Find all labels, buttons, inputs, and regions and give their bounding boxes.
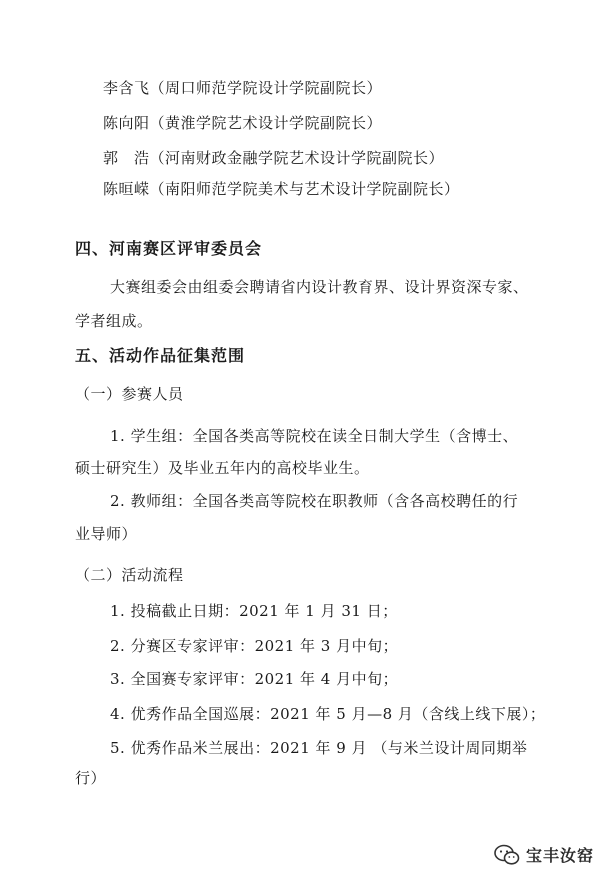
- wechat-icon: [494, 844, 520, 866]
- process-step-1: 1. 投稿截止日期：2021 年 1 月 31 日；: [110, 602, 398, 620]
- member-1: 李含飞（周口师范学院设计学院副院长）: [103, 79, 383, 97]
- section-4-body-line-2: 学者组成。: [75, 312, 153, 330]
- member-3: 郭 浩（河南财政金融学院艺术设计学院副院长）: [103, 149, 445, 167]
- participant-item-2-line-2: 业导师）: [75, 525, 138, 543]
- section-4-heading: 四、河南赛区评审委员会: [75, 239, 263, 258]
- process-step-2: 2. 分赛区专家评审：2021 年 3 月中旬；: [110, 637, 399, 655]
- section-5-heading: 五、活动作品征集范围: [75, 346, 246, 365]
- member-4: 陈晅嵘（南阳师范学院美术与艺术设计学院副院长）: [103, 180, 460, 198]
- watermark: [494, 843, 594, 866]
- participant-item-1-line-1: 1. 学生组：全国各类高等院校在读全日制大学生（含博士、: [110, 427, 519, 445]
- process-step-3: 3. 全国赛专家评审：2021 年 4 月中旬；: [110, 670, 399, 688]
- section-4-body-line-1: 大赛组委会由组委会聘请省内设计教育界、设计界资深专家、: [110, 278, 529, 296]
- participant-item-2-line-1: 2. 教师组：全国各类高等院校在职教师（含各高校聘任的行: [110, 492, 519, 510]
- process-step-5-line-1: 5. 优秀作品米兰展出：2021 年 9 月 （与米兰设计周同期举: [110, 739, 528, 757]
- member-2: 陈向阳（黄淮学院艺术设计学院副院长）: [103, 114, 383, 132]
- process-step-5-line-2: 行）: [75, 769, 107, 787]
- subsection-process-title: （二）活动流程: [75, 566, 184, 584]
- process-step-4: 4. 优秀作品全国巡展：2021 年 5 月—8 月（含线上线下展）；: [110, 705, 546, 723]
- subsection-participants-title: （一）参赛人员: [75, 385, 184, 403]
- watermark-text: 宝丰汝窑: [525, 846, 594, 865]
- participant-item-1-line-2: 硕士研究生）及毕业五年内的高校毕业生。: [75, 459, 370, 477]
